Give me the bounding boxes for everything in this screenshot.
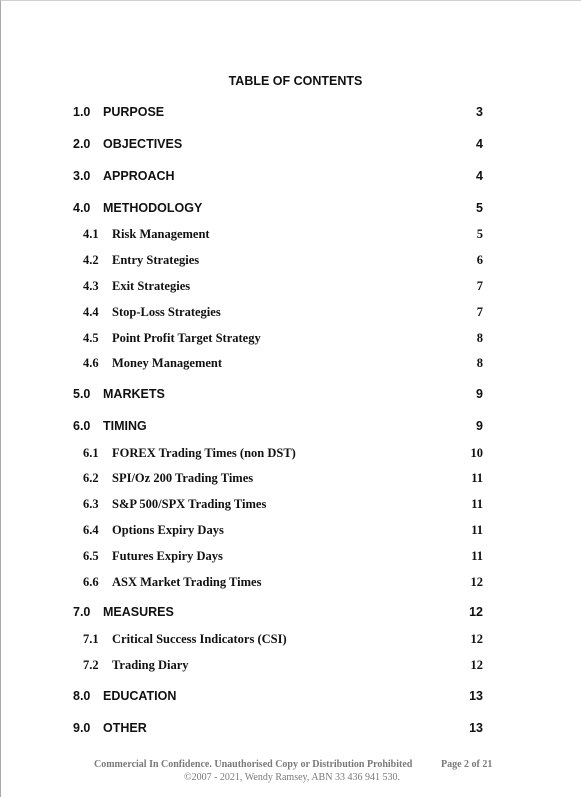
- toc-entry-page: 7: [476, 279, 483, 293]
- toc-entry[interactable]: [1, 137, 581, 155]
- toc-entry-page: 4: [476, 169, 483, 183]
- toc-entry-label: SPI/Oz 200 Trading Times: [112, 471, 254, 485]
- toc-entry[interactable]: [1, 446, 581, 464]
- toc-entry-label: Exit Strategies: [112, 279, 191, 293]
- toc-entry-page: 12: [469, 605, 483, 619]
- toc-entry[interactable]: [1, 575, 581, 593]
- toc-entry-page: 4: [476, 137, 483, 151]
- toc-entry[interactable]: [1, 523, 581, 541]
- toc-entry-label: TIMING: [103, 419, 147, 433]
- toc-entry[interactable]: [1, 169, 581, 187]
- toc-entry-label: MARKETS: [103, 387, 165, 401]
- toc-entry[interactable]: [1, 253, 581, 271]
- toc-entry-label: FOREX Trading Times (non DST): [112, 446, 296, 460]
- toc-entry[interactable]: [1, 356, 581, 374]
- toc-entry-page: 5: [476, 227, 483, 241]
- toc-entry-number: 4.3: [83, 279, 99, 293]
- toc-entry[interactable]: [1, 331, 581, 349]
- toc-entry[interactable]: [1, 279, 581, 297]
- toc-entry-number: 8.0: [73, 689, 91, 703]
- toc-entry[interactable]: [1, 201, 581, 219]
- toc-entry-page: 12: [470, 575, 483, 589]
- toc-entry-label: APPROACH: [103, 169, 175, 183]
- toc-entry-page: 5: [476, 201, 483, 215]
- toc-entry-label: METHODOLOGY: [103, 201, 203, 215]
- toc-entry[interactable]: [1, 721, 581, 739]
- toc-entry-number: 4.6: [83, 356, 99, 370]
- toc-entry[interactable]: [1, 471, 581, 489]
- footer-page-number: Page 2 of 21: [441, 759, 493, 770]
- toc-entry-page: 11: [471, 523, 483, 537]
- toc-entry-page: 13: [469, 689, 483, 703]
- toc-entry-number: 6.2: [83, 471, 99, 485]
- toc-entry-label: OBJECTIVES: [103, 137, 183, 151]
- toc-entry-number: 7.2: [83, 658, 99, 672]
- footer-confidential-notice: Commercial In Confidence. Unauthorised Copy or Distribution Prohibited: [94, 759, 413, 770]
- toc-entry-page: 12: [470, 658, 483, 672]
- toc-entry-label: Money Management: [112, 356, 223, 370]
- toc-entry-page: 8: [476, 331, 483, 345]
- toc-entry-page: 11: [471, 497, 483, 511]
- toc-entry-number: 4.1: [83, 227, 99, 241]
- toc-entry-number: 3.0: [73, 169, 91, 183]
- toc-entry-number: 5.0: [73, 387, 91, 401]
- toc-entry-number: 4.4: [83, 305, 99, 319]
- toc-entry[interactable]: [1, 419, 581, 437]
- toc-entry-label: Stop-Loss Strategies: [112, 305, 221, 319]
- toc-entry-label: ASX Market Trading Times: [112, 575, 262, 589]
- toc-title: TABLE OF CONTENTS: [228, 74, 363, 88]
- toc-entry-page: 7: [476, 305, 483, 319]
- toc-entry[interactable]: [1, 227, 581, 245]
- toc-entry-label: Critical Success Indicators (CSI): [112, 632, 287, 646]
- toc-entry-number: 2.0: [73, 137, 91, 151]
- toc-entry-label: MEASURES: [103, 605, 174, 619]
- toc-entry-label: OTHER: [103, 721, 147, 735]
- toc-entry-number: 4.5: [83, 331, 99, 345]
- toc-entry-number: 6.6: [83, 575, 99, 589]
- toc-entry-page: 10: [470, 446, 483, 460]
- footer-copyright: ©2007 - 2021, Wendy Ramsey, ABN 33 436 941 530.: [184, 772, 400, 783]
- toc-entry[interactable]: [1, 689, 581, 707]
- toc-entry-number: 7.1: [83, 632, 99, 646]
- toc-entry-number: 9.0: [73, 721, 91, 735]
- toc-entry-number: 6.0: [73, 419, 91, 433]
- toc-entry-number: 6.5: [83, 549, 99, 563]
- toc-entry-page: 8: [476, 356, 483, 370]
- toc-entry-number: 4.2: [83, 253, 99, 267]
- toc-entry-number: 7.0: [73, 605, 91, 619]
- toc-entry[interactable]: [1, 658, 581, 676]
- toc-entry-label: EDUCATION: [103, 689, 177, 703]
- toc-entry-label: Futures Expiry Days: [112, 549, 223, 563]
- toc-entry[interactable]: [1, 497, 581, 515]
- toc-entry-number: 6.4: [83, 523, 99, 537]
- toc-entry-page: 12: [470, 632, 483, 646]
- toc-entry-number: 6.3: [83, 497, 99, 511]
- toc-entry[interactable]: [1, 387, 581, 405]
- toc-entry[interactable]: [1, 632, 581, 650]
- toc-entry-number: 1.0: [73, 105, 91, 119]
- toc-entry-page: 9: [476, 387, 483, 401]
- toc-entry-label: Options Expiry Days: [112, 523, 224, 537]
- toc-entry-number: 6.1: [83, 446, 99, 460]
- toc-entry-page: 6: [476, 253, 483, 267]
- toc-entry-label: PURPOSE: [103, 105, 165, 119]
- toc-entry-page: 13: [469, 721, 483, 735]
- toc-entry-page: 11: [471, 549, 483, 563]
- toc-entry-label: Point Profit Target Strategy: [112, 331, 261, 345]
- toc-entry-number: 4.0: [73, 201, 91, 215]
- toc-entry-page: 9: [476, 419, 483, 433]
- toc-entry[interactable]: [1, 605, 581, 623]
- toc-entry-label: Risk Management: [112, 227, 210, 241]
- toc-entry[interactable]: [1, 105, 581, 123]
- toc-entry-label: Trading Diary: [112, 658, 189, 672]
- toc-entry-label: S&P 500/SPX Trading Times: [112, 497, 267, 511]
- toc-entry-page: 11: [471, 471, 483, 485]
- toc-entry-page: 3: [476, 105, 483, 119]
- toc-entry[interactable]: [1, 305, 581, 323]
- toc-entry-label: Entry Strategies: [112, 253, 200, 267]
- toc-entry[interactable]: [1, 549, 581, 567]
